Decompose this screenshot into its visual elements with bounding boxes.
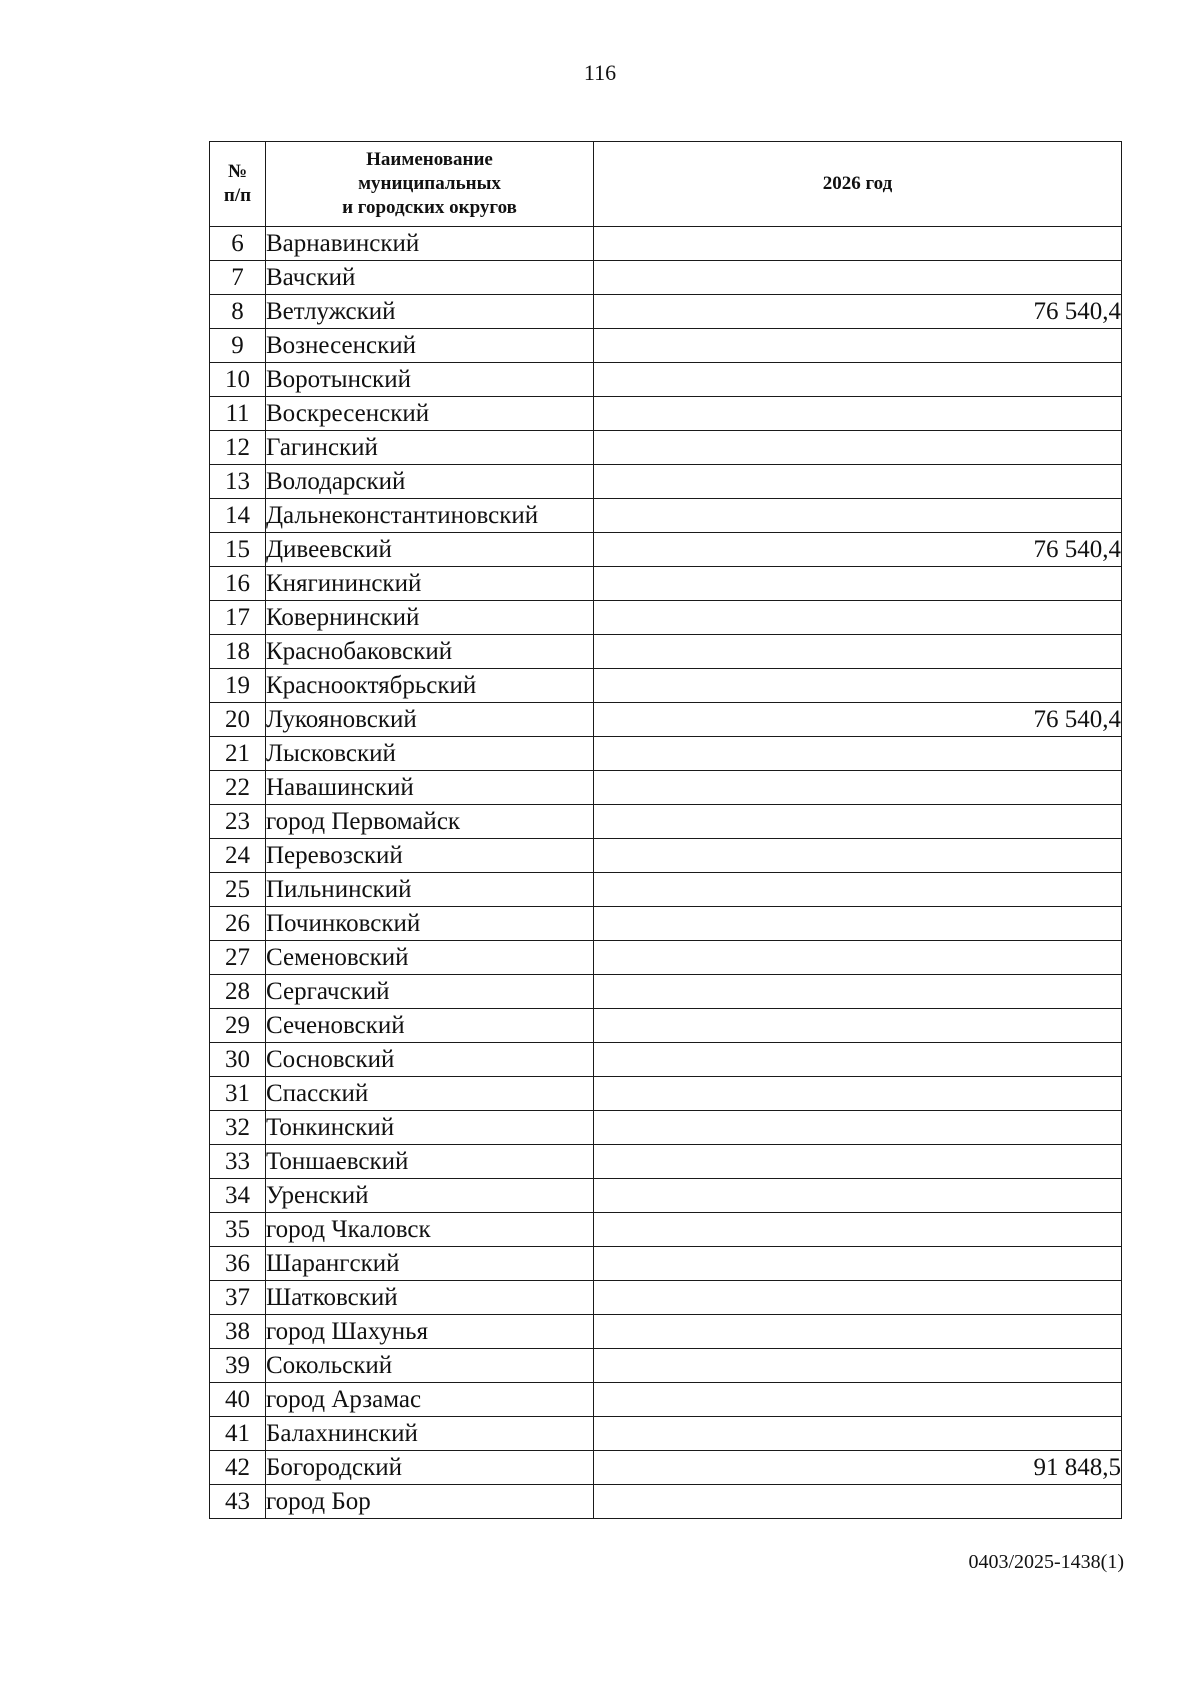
row-number: 33 xyxy=(210,1145,266,1179)
amount-2026 xyxy=(594,397,1122,431)
amount-2026 xyxy=(594,941,1122,975)
municipality-name: Вознесенский xyxy=(266,329,594,363)
table-body xyxy=(210,227,1122,1519)
municipality-name: Сеченовский xyxy=(266,1009,594,1043)
municipality-name: Балахнинский xyxy=(266,1417,594,1451)
header-name xyxy=(266,142,594,227)
header-number-abbr: п/п xyxy=(223,185,252,206)
table-row xyxy=(210,1111,1122,1145)
header-number-symbol: № xyxy=(227,161,248,182)
table-row xyxy=(210,567,1122,601)
municipality-name: город Арзамас xyxy=(266,1383,594,1417)
amount-2026 xyxy=(594,1485,1122,1519)
amount-2026 xyxy=(594,363,1122,397)
row-number: 25 xyxy=(210,873,266,907)
table-row xyxy=(210,975,1122,1009)
amount-2026: 76 540,4 xyxy=(594,703,1122,737)
row-number: 22 xyxy=(210,771,266,805)
table-row xyxy=(210,329,1122,363)
municipality-name: Навашинский xyxy=(266,771,594,805)
municipality-name: Гагинский xyxy=(266,431,594,465)
table-row xyxy=(210,431,1122,465)
row-number: 6 xyxy=(210,227,266,261)
amount-2026 xyxy=(594,1281,1122,1315)
amount-2026 xyxy=(594,635,1122,669)
row-number: 16 xyxy=(210,567,266,601)
amount-2026 xyxy=(594,1213,1122,1247)
municipality-name: Тонкинский xyxy=(266,1111,594,1145)
table-row xyxy=(210,1213,1122,1247)
header-name-line3: и городских округов xyxy=(342,197,517,218)
municipality-name: Сосновский xyxy=(266,1043,594,1077)
table-row xyxy=(210,1417,1122,1451)
table-row xyxy=(210,1281,1122,1315)
row-number: 43 xyxy=(210,1485,266,1519)
row-number: 12 xyxy=(210,431,266,465)
table-row xyxy=(210,363,1122,397)
amount-2026 xyxy=(594,907,1122,941)
amount-2026 xyxy=(594,1145,1122,1179)
municipality-name: Сергачский xyxy=(266,975,594,1009)
table-row xyxy=(210,499,1122,533)
row-number: 8 xyxy=(210,295,266,329)
municipality-name: Варнавинский xyxy=(266,227,594,261)
amount-2026 xyxy=(594,669,1122,703)
amount-2026 xyxy=(594,975,1122,1009)
amount-2026: 76 540,4 xyxy=(594,295,1122,329)
table-row xyxy=(210,1009,1122,1043)
table-row xyxy=(210,635,1122,669)
amount-2026 xyxy=(594,1043,1122,1077)
table-row xyxy=(210,839,1122,873)
row-number: 42 xyxy=(210,1451,266,1485)
municipality-name: город Шахунья xyxy=(266,1315,594,1349)
municipality-name: Спасский xyxy=(266,1077,594,1111)
table-row xyxy=(210,907,1122,941)
table-row xyxy=(210,941,1122,975)
amount-2026 xyxy=(594,601,1122,635)
municipality-name: Шатковский xyxy=(266,1281,594,1315)
municipality-name: Володарский xyxy=(266,465,594,499)
header-name-line2: муниципальных xyxy=(358,173,501,194)
municipality-name: Сокольский xyxy=(266,1349,594,1383)
table-row xyxy=(210,771,1122,805)
municipality-name: Дальнеконстантиновский xyxy=(266,499,594,533)
row-number: 14 xyxy=(210,499,266,533)
amount-2026 xyxy=(594,1383,1122,1417)
municipality-name: Уренский xyxy=(266,1179,594,1213)
row-number: 28 xyxy=(210,975,266,1009)
row-number: 10 xyxy=(210,363,266,397)
amount-2026 xyxy=(594,261,1122,295)
amount-2026 xyxy=(594,227,1122,261)
row-number: 11 xyxy=(210,397,266,431)
municipality-name: Краснооктябрьский xyxy=(266,669,594,703)
municipality-name: Перевозский xyxy=(266,839,594,873)
amount-2026 xyxy=(594,1009,1122,1043)
table-row xyxy=(210,1077,1122,1111)
municipality-name: Воротынский xyxy=(266,363,594,397)
amount-2026 xyxy=(594,1417,1122,1451)
table-row xyxy=(210,703,1122,737)
row-number: 37 xyxy=(210,1281,266,1315)
page-number: 116 xyxy=(583,60,617,85)
row-number: 9 xyxy=(210,329,266,363)
amount-2026 xyxy=(594,431,1122,465)
row-number: 24 xyxy=(210,839,266,873)
municipality-name: Вачский xyxy=(266,261,594,295)
municipality-name: Ветлужский xyxy=(266,295,594,329)
table-row xyxy=(210,261,1122,295)
amount-2026 xyxy=(594,1315,1122,1349)
amount-2026 xyxy=(594,873,1122,907)
table-row xyxy=(210,1179,1122,1213)
amount-2026 xyxy=(594,329,1122,363)
amount-2026 xyxy=(594,1179,1122,1213)
table-row xyxy=(210,1485,1122,1519)
table-row xyxy=(210,1451,1122,1485)
row-number: 13 xyxy=(210,465,266,499)
table-row xyxy=(210,1247,1122,1281)
amount-2026 xyxy=(594,839,1122,873)
table-header-row xyxy=(210,142,1122,227)
municipality-name: Краснобаковский xyxy=(266,635,594,669)
municipality-name: Воскресенский xyxy=(266,397,594,431)
table-row xyxy=(210,669,1122,703)
row-number: 27 xyxy=(210,941,266,975)
table-row xyxy=(210,873,1122,907)
row-number: 32 xyxy=(210,1111,266,1145)
row-number: 7 xyxy=(210,261,266,295)
row-number: 39 xyxy=(210,1349,266,1383)
table-row xyxy=(210,227,1122,261)
row-number: 36 xyxy=(210,1247,266,1281)
municipality-name: Лысковский xyxy=(266,737,594,771)
amount-2026 xyxy=(594,771,1122,805)
municipality-name: Шарангский xyxy=(266,1247,594,1281)
row-number: 34 xyxy=(210,1179,266,1213)
header-year: 2026 год xyxy=(594,142,1122,227)
row-number: 40 xyxy=(210,1383,266,1417)
table-row xyxy=(210,397,1122,431)
row-number: 18 xyxy=(210,635,266,669)
municipality-name: Тоншаевский xyxy=(266,1145,594,1179)
municipality-name: Пильнинский xyxy=(266,873,594,907)
row-number: 17 xyxy=(210,601,266,635)
municipality-name: город Чкаловск xyxy=(266,1213,594,1247)
row-number: 30 xyxy=(210,1043,266,1077)
amount-2026 xyxy=(594,1349,1122,1383)
table-row xyxy=(210,1349,1122,1383)
amount-2026 xyxy=(594,1111,1122,1145)
row-number: 20 xyxy=(210,703,266,737)
table-row xyxy=(210,465,1122,499)
table-row xyxy=(210,1145,1122,1179)
amount-2026 xyxy=(594,1077,1122,1111)
table-row xyxy=(210,295,1122,329)
row-number: 38 xyxy=(210,1315,266,1349)
row-number: 19 xyxy=(210,669,266,703)
row-number: 41 xyxy=(210,1417,266,1451)
municipality-name: город Бор xyxy=(266,1485,594,1519)
data-table xyxy=(209,141,1122,1519)
row-number: 26 xyxy=(210,907,266,941)
municipality-name: Семеновский xyxy=(266,941,594,975)
row-number: 29 xyxy=(210,1009,266,1043)
municipality-name: Лукояновский xyxy=(266,703,594,737)
municipality-name: Дивеевский xyxy=(266,533,594,567)
header-number xyxy=(210,142,266,227)
row-number: 15 xyxy=(210,533,266,567)
municipality-name: Починковский xyxy=(266,907,594,941)
table-row xyxy=(210,805,1122,839)
amount-2026 xyxy=(594,465,1122,499)
row-number: 21 xyxy=(210,737,266,771)
municipality-name: Княгининский xyxy=(266,567,594,601)
table-row xyxy=(210,1043,1122,1077)
amount-2026 xyxy=(594,1247,1122,1281)
header-name-line1: Наименование xyxy=(366,149,493,170)
row-number: 35 xyxy=(210,1213,266,1247)
row-number: 31 xyxy=(210,1077,266,1111)
amount-2026 xyxy=(594,499,1122,533)
table-row xyxy=(210,601,1122,635)
table-row xyxy=(210,1315,1122,1349)
table-row xyxy=(210,533,1122,567)
table-row xyxy=(210,737,1122,771)
amount-2026 xyxy=(594,805,1122,839)
municipality-name: Богородский xyxy=(266,1451,594,1485)
document-code: 0403/2025-1438(1) xyxy=(968,1551,1124,1573)
amount-2026: 91 848,5 xyxy=(594,1451,1122,1485)
amount-2026 xyxy=(594,567,1122,601)
amount-2026 xyxy=(594,737,1122,771)
amount-2026: 76 540,4 xyxy=(594,533,1122,567)
municipality-name: Ковернинский xyxy=(266,601,594,635)
table-row xyxy=(210,1383,1122,1417)
row-number: 23 xyxy=(210,805,266,839)
municipality-name: город Первомайск xyxy=(266,805,594,839)
